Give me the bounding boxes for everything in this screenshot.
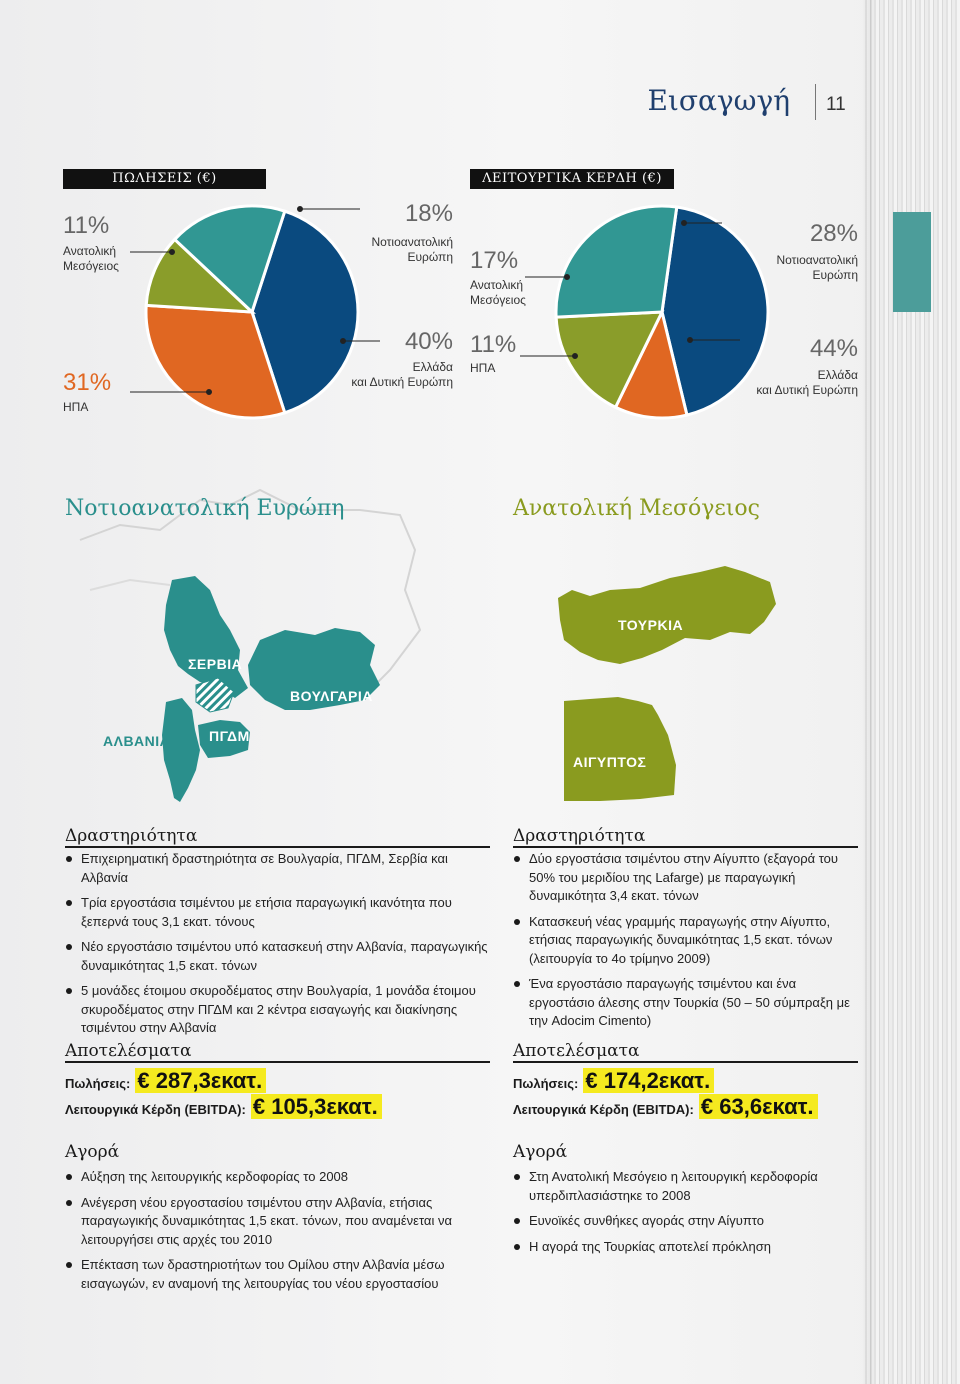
- list-item: Στη Ανατολική Μεσόγειο η λειτουργική κερδοφορία υπερδιπλασιάστηκε το 2008: [513, 1168, 863, 1205]
- sales-usa-pct: 31%: [63, 369, 112, 396]
- left-results-title: Αποτελέσματα: [65, 1041, 192, 1061]
- left-market-list: [65, 1168, 495, 1300]
- list-item: Ανέγερση νέου εργοστασίου τσιμέντου στην Αλβανία, ετήσιας παραγωγικής δυναμικότητας 1,5 εκατ. τόνων, που αναμένεται να λειτουργήσει στις αρχές του 2010: [65, 1194, 495, 1250]
- label-albania: ΑΛΒΑΝΙΑ: [103, 733, 171, 749]
- page-number: 11: [826, 94, 846, 115]
- sales-see-label: Νοτιοανατολική Ευρώπη: [371, 235, 453, 264]
- region-title-eastern-mediterranean: Ανατολική Μεσόγειος: [513, 496, 760, 521]
- list-item: Ένα εργοστάσιο παραγωγής τσιμέντου και ένα εργοστάσιο άλεσης στην Τουρκία (50 – 50 σύμπραξη με την Adocim Cimento): [513, 975, 863, 1031]
- list-item: Επέκταση των δραστηριοτήτων του Ομίλου στην Αλβανία μέσω εισαγωγών, εν αναμονή της λειτουργίας του νέου εργοστασίου: [65, 1256, 495, 1293]
- sales-greece-label: Ελλάδα και Δυτική Ευρώπη: [351, 360, 453, 389]
- right-market-list: [513, 1168, 863, 1263]
- region-title-southeast-europe: Νοτιοανατολική Ευρώπη: [65, 496, 345, 521]
- right-ebitda-label: Λειτουργικά Κέρδη (EBITDA):: [513, 1102, 694, 1117]
- right-activity-title: Δραστηριότητα: [513, 826, 646, 846]
- right-ebitda-value: € 63,6εκατ.: [699, 1094, 818, 1119]
- list-item: Αύξηση της λειτουργικής κερδοφορίας το 2008: [65, 1168, 495, 1187]
- right-ebitda-row: [513, 1094, 818, 1120]
- ebitda-east-med-label: Ανατολική Μεσόγειος: [470, 278, 526, 307]
- left-activity-title: Δραστηριότητα: [65, 826, 198, 846]
- list-item: Δύο εργοστάσια τσιμέντου στην Αίγυπτο (εξαγορά του 50% του μεριδίου της Lafarge) με παραγωγική δυναμικότητα 3,4 εκατ. τόνων: [513, 850, 863, 906]
- serbia-shape: [164, 576, 248, 698]
- left-sales-label: Πωλήσεις:: [65, 1076, 131, 1091]
- left-market-title: Αγορά: [65, 1142, 120, 1162]
- right-activity-list: [513, 850, 863, 1038]
- sales-usa-label: ΗΠΑ: [63, 400, 89, 414]
- left-activity-rule: [65, 846, 490, 848]
- left-activity-list: [65, 850, 495, 1045]
- label-serbia: ΣΕΡΒΙΑ: [188, 656, 243, 672]
- left-ebitda-row: [65, 1094, 382, 1120]
- list-item: 5 μονάδες έτοιμου σκυροδέματος στην Βουλγαρία, 1 μονάδα έτοιμου σκυροδέματος στην ΠΓΔΜ και 2 κέντρα εισαγωγής και διακίνησης τσιμέντου στην Αλβανία: [65, 982, 495, 1038]
- page-title: Εισαγωγή: [647, 84, 790, 117]
- right-market-title: Αγορά: [513, 1142, 568, 1162]
- list-item: Επιχειρηματική δραστηριότητα σε Βουλγαρία, ΠΓΔΜ, Σερβία και Αλβανία: [65, 850, 495, 887]
- label-fyrom: ΠΓΔΜ: [209, 728, 250, 744]
- label-turkey: ΤΟΥΡΚΙΑ: [618, 617, 684, 633]
- ebitda-greece-pct: 44%: [809, 335, 858, 362]
- ebitda-usa-label: ΗΠΑ: [470, 361, 496, 375]
- left-ebitda-value: € 105,3εκατ.: [251, 1094, 382, 1119]
- label-bulgaria: ΒΟΥΛΓΑΡΙΑ: [290, 688, 373, 704]
- ebitda-greece-label: Ελλάδα και Δυτική Ευρώπη: [756, 368, 858, 397]
- section-tab-marker: [893, 212, 931, 312]
- sales-east-med-label: Ανατολική Μεσόγειος: [63, 244, 119, 273]
- sales-east-med-pct: 11%: [63, 212, 110, 239]
- ebitda-chart-header: ΛΕΙΤΟΥΡΓΙΚΑ ΚΕΡΔΗ (€): [470, 169, 674, 189]
- right-sales-row: [513, 1068, 714, 1094]
- label-egypt: ΑΙΓΥΠΤΟΣ: [573, 754, 647, 770]
- ebitda-usa-pct: 11%: [470, 331, 517, 358]
- list-item: Κατασκευή νέας γραμμής παραγωγής στην Αίγυπτο, ετήσιας παραγωγικής δυναμικότητας 1,5 εκατ. τόνων (λειτουργία το 4ο τρίμηνο 2009): [513, 913, 863, 969]
- right-results-rule: [513, 1061, 858, 1063]
- list-item: Νέο εργοστάσιο τσιμέντου υπό κατασκευή στην Αλβανία, παραγωγικής δυναμικότητας 1,5 εκατ. τόνων: [65, 938, 495, 975]
- albania-shape: [162, 698, 200, 802]
- right-sales-value: € 174,2εκατ.: [583, 1068, 714, 1093]
- left-ebitda-label: Λειτουργικά Κέρδη (EBITDA):: [65, 1102, 246, 1117]
- right-results-title: Αποτελέσματα: [513, 1041, 640, 1061]
- left-sales-row: [65, 1068, 266, 1094]
- ebitda-east-med-pct: 17%: [470, 247, 519, 274]
- ebitda-see-pct: 28%: [809, 220, 858, 247]
- sales-greece-pct: 40%: [404, 328, 453, 355]
- sales-see-pct: 18%: [404, 200, 453, 227]
- egypt-map: [560, 695, 680, 805]
- left-sales-value: € 287,3εκατ.: [135, 1068, 266, 1093]
- ebitda-see-label: Νοτιοανατολική Ευρώπη: [776, 253, 858, 282]
- list-item: Τρία εργοστάσια τσιμέντου με ετήσια παραγωγική ικανότητα που ξεπερνά τους 3,1 εκατ. τόνους: [65, 894, 495, 931]
- right-sales-label: Πωλήσεις:: [513, 1076, 579, 1091]
- right-activity-rule: [513, 846, 858, 848]
- list-item: Ευνοϊκές συνθήκες αγοράς στην Αίγυπτο: [513, 1212, 863, 1231]
- sales-chart-header: ΠΩΛΗΣΕΙΣ (€): [63, 169, 266, 189]
- list-item: Η αγορά της Τουρκίας αποτελεί πρόκληση: [513, 1238, 863, 1257]
- left-results-rule: [65, 1061, 490, 1063]
